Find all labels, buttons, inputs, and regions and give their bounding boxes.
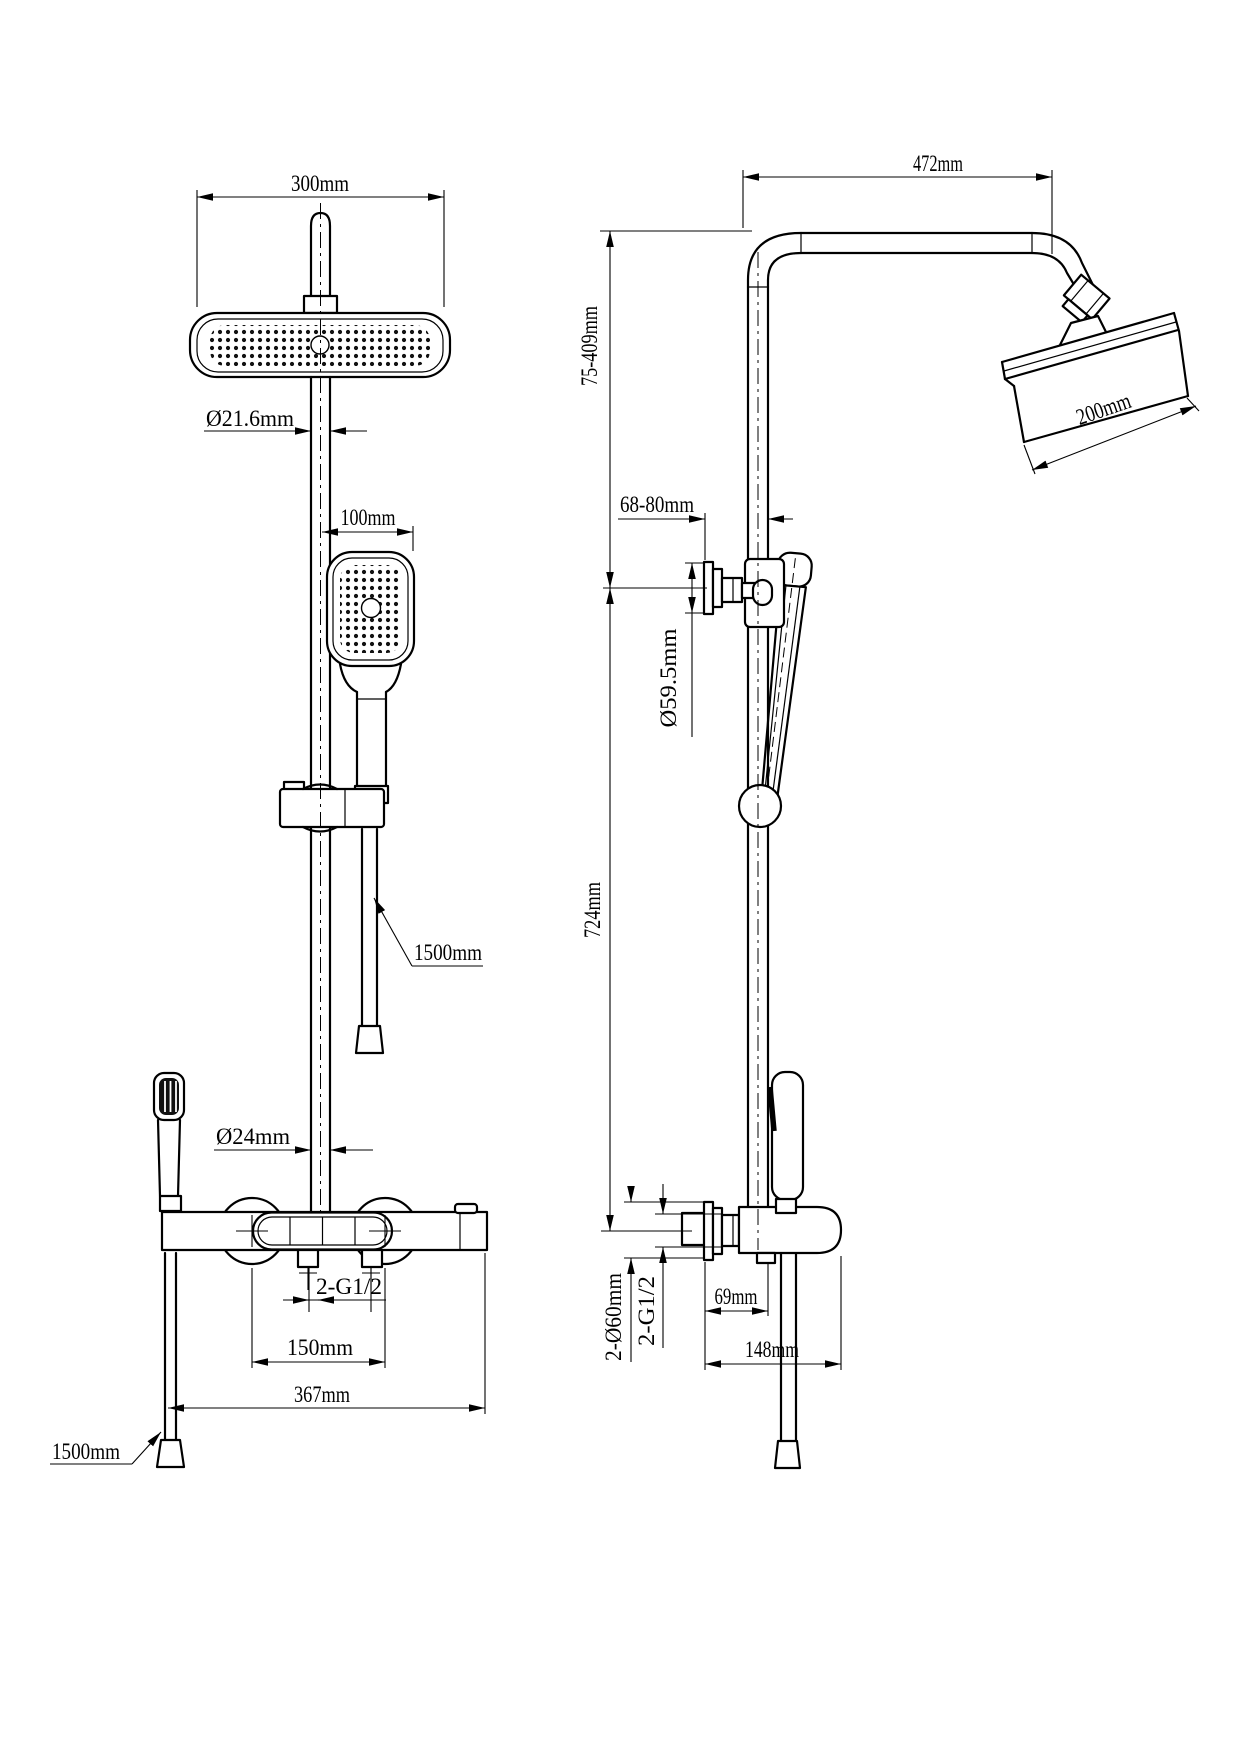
dim-inlet-thread: [283, 1268, 386, 1312]
hand-spray-wand-side: [770, 1072, 803, 1213]
hand-shower-front: [327, 552, 414, 803]
dim-wall-clearance-label: 68-80mm: [620, 492, 695, 517]
dim-pipe-upper-dia-label: Ø21.6mm: [206, 406, 295, 431]
head-connector-nut-side: [1058, 275, 1109, 326]
hand-shower-hose-front: [356, 829, 383, 1053]
dim-head-dia-label: 200mm: [1073, 383, 1148, 430]
dim-spout-hose-length: [50, 1432, 161, 1464]
wall-bracket-side: [704, 559, 784, 627]
side-view: [577, 151, 1199, 1468]
dim-wall-thread-label: 2-G1/2: [634, 1280, 659, 1346]
mixer-body-side: [682, 1202, 841, 1263]
dim-escutcheon-dia-label: 2-Ø60mm: [601, 1266, 626, 1361]
dim-outlet-offset: [705, 1262, 768, 1316]
dim-pipe-upper-dia: [204, 406, 367, 431]
hand-spray-wand-front: [154, 1073, 184, 1211]
dim-arm-reach-label: 472mm: [913, 151, 964, 176]
dim-outlet-offset-label: 69mm: [714, 1284, 758, 1309]
dim-body-depth: [705, 1256, 841, 1370]
dim-rail-height-label: 724mm: [580, 867, 605, 938]
dim-pipe-lower-dia-label: Ø24mm: [216, 1124, 291, 1149]
dim-head-height-range: [577, 231, 752, 588]
dim-inlet-spacing-label: 150mm: [287, 1335, 354, 1360]
dim-inlet-thread-label: 2-G1/2: [316, 1274, 382, 1299]
dim-spout-hose-length-label: 1500mm: [52, 1439, 121, 1464]
front-view: [50, 171, 487, 1467]
dim-bracket-dia-label: Ø59.5mm: [656, 634, 681, 728]
dim-hand-shower-width-label: 100mm: [340, 505, 396, 530]
dim-hand-hose-length: [374, 898, 483, 966]
dim-hand-shower-width: [322, 505, 413, 551]
dim-bracket-dia: [656, 563, 703, 737]
spout-hose-front: [157, 1253, 184, 1467]
dim-wall-clearance: [618, 492, 793, 560]
dim-head-height-range-label: 75-409mm: [577, 285, 602, 386]
dim-hand-hose-length-label: 1500mm: [414, 940, 483, 965]
dim-body-width-label: 367mm: [294, 1382, 351, 1407]
slider-ball-side: [739, 785, 781, 827]
dim-arm-reach: [743, 151, 1052, 254]
dim-pipe-lower-dia: [214, 1124, 373, 1150]
hose-cone-side: [775, 1441, 800, 1468]
dim-head-width-label: 300mm: [291, 171, 350, 196]
dim-body-depth-label: 148mm: [745, 1337, 800, 1362]
slider-clamp-front: [280, 782, 384, 832]
